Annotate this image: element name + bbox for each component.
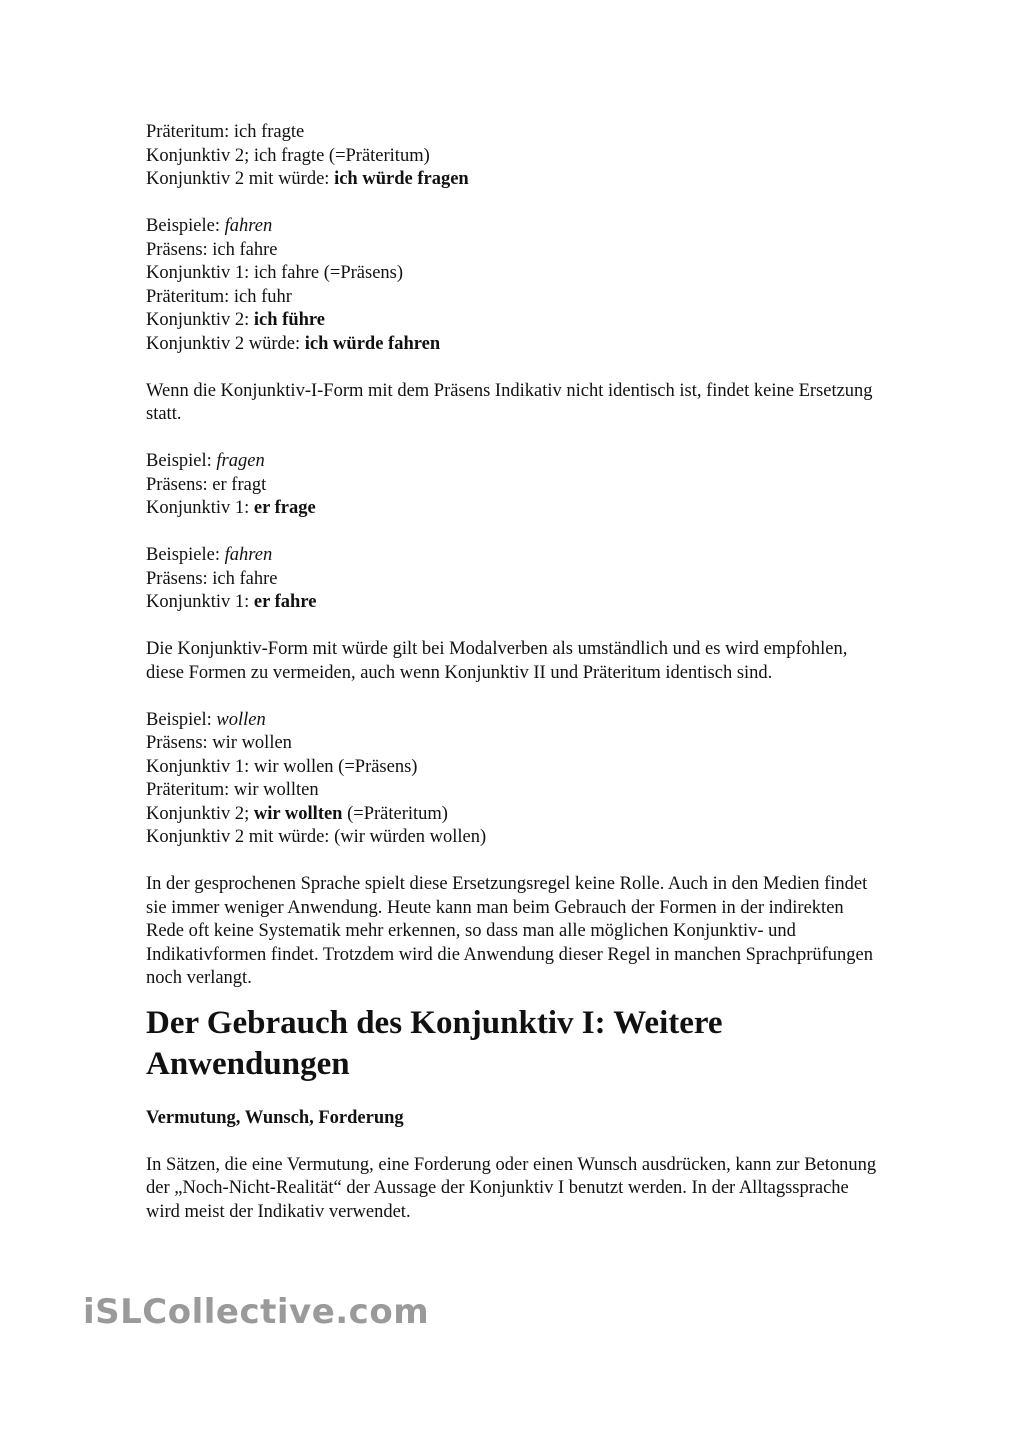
text-line (146, 756, 886, 780)
italic-verb: wollen (216, 709, 266, 730)
paragraph: Die Konjunktiv-Form mit würde gilt bei Modalverben als umständlich und es wird empfohlen, diese Formen zu vermeiden, auch wenn Konjunktiv II und Präteritum identisch sind. (146, 639, 848, 683)
sub-heading: Vermutung, Wunsch, Forderung (146, 1107, 404, 1128)
example-label-line (146, 709, 886, 733)
text-span: (=Präteritum) (342, 803, 448, 824)
text-line (146, 333, 886, 357)
text-span: Konjunktiv 2 würde: (146, 333, 305, 354)
text-span: Konjunktiv 1: (146, 498, 254, 518)
text-span: Beispiele: (146, 216, 225, 236)
text-span: Präsens: ich fahre (146, 568, 278, 589)
text-line (146, 591, 886, 615)
text-line (146, 121, 886, 145)
text-line (146, 826, 886, 850)
text-line (146, 497, 886, 521)
text-line (146, 803, 886, 827)
watermark-logo: iSLCollective.com (83, 1292, 430, 1332)
example-label-line (146, 450, 886, 474)
bold-text: ich führe (253, 310, 326, 330)
italic-verb: fahren (224, 216, 273, 236)
text-line (146, 474, 886, 498)
text-span: Konjunktiv 2: (146, 310, 254, 330)
bold-text: er frage (253, 498, 316, 518)
italic-verb: fragen (216, 451, 265, 471)
text-span: Konjunktiv 1: ich fahre (=Präsens) (146, 263, 404, 283)
text-line (146, 168, 886, 192)
text-line (146, 568, 886, 592)
text-span: Konjunktiv 2 mit würde: (146, 169, 335, 189)
text-span: Präteritum: ich fuhr (146, 286, 292, 307)
text-line (146, 145, 886, 169)
text-span: Konjunktiv 1: (146, 592, 254, 612)
text-span: Konjunktiv 1: wir wollen (=Präsens) (146, 756, 418, 777)
section-heading: Der Gebrauch des Konjunktiv I: Weitere Anwendungen (146, 1004, 723, 1082)
text-span: Präteritum: ich fragte (146, 122, 305, 142)
text-line (146, 262, 886, 286)
text-line (146, 286, 886, 310)
document-body (146, 121, 886, 1224)
text-line (146, 779, 886, 803)
text-span: Präsens: wir wollen (146, 733, 292, 753)
paragraph: In der gesprochenen Sprache spielt diese Ersetzungsregel keine Rolle. Auch in den Medien findet sie immer weniger Anwendung. Heute kann man beim Gebrauch der Formen in der indirekten Rede oft keine Systematik mehr erkennen, so dass man alle möglichen Konjunktiv- und Indikativformen findet. Trotzdem wird die Anwendung dieser Regel in manchen Sprachprüfungen noch verlangt. (146, 874, 873, 988)
text-span: Präteritum: wir wollten (146, 780, 319, 800)
bold-text: wir wollten (253, 803, 343, 824)
text-line (146, 309, 886, 333)
text-span: Konjunktiv 2; ich fragte (=Präteritum) (146, 145, 430, 166)
text-span: Konjunktiv 2; (146, 803, 254, 824)
bold-text: ich würde fragen (334, 169, 469, 189)
text-span: Beispiel: (146, 451, 217, 471)
bold-text: ich würde fahren (304, 333, 441, 354)
text-span: Beispiele: (146, 545, 225, 565)
example-label-line (146, 544, 886, 568)
bold-text: er fahre (253, 592, 317, 612)
example-label-line (146, 215, 886, 239)
text-span: Beispiel: (146, 709, 217, 730)
text-span: Präsens: ich fahre (146, 239, 278, 260)
text-span: Präsens: er fragt (146, 474, 267, 495)
text-span: Konjunktiv 2 mit würde: (wir würden wollen) (146, 827, 487, 847)
text-line (146, 732, 886, 756)
paragraph: Wenn die Konjunktiv-I-Form mit dem Präsens Indikativ nicht identisch ist, findet keine Ersetzung statt. (146, 380, 873, 424)
italic-verb: fahren (224, 545, 273, 565)
text-line (146, 239, 886, 263)
paragraph: In Sätzen, die eine Vermutung, eine Forderung oder einen Wunsch ausdrücken, kann zur Betonung der „Noch-Nicht-Realität“ der Aussage der Konjunktiv I benutzt werden. In der Alltagssprache wird meist der Indikativ verwendet. (146, 1154, 877, 1222)
